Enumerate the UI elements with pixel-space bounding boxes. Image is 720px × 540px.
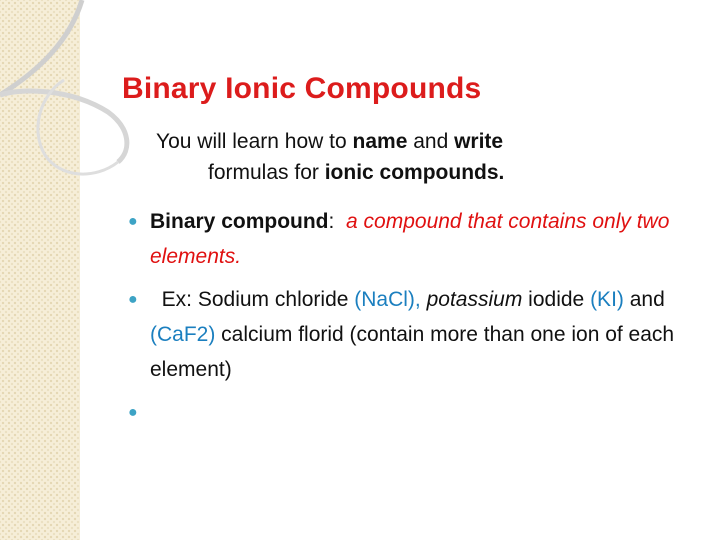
slide-title: Binary Ionic Compounds xyxy=(122,72,482,105)
term-binary-compound: Binary compound xyxy=(150,210,329,233)
bullet-binary-compound xyxy=(126,204,686,274)
formula-nacl: (NaCl), xyxy=(354,288,421,311)
bullet-dot-icon: ● xyxy=(128,404,138,421)
bullet-dot-icon: ● xyxy=(128,213,138,230)
definition-text: a compound that contains only two elements. xyxy=(150,210,670,268)
intro-text-2: and xyxy=(407,130,455,153)
example-text-3: and xyxy=(623,288,665,311)
bullet-dot-icon: ● xyxy=(128,291,138,308)
formula-caf2: (CaF2) xyxy=(150,323,216,346)
decorative-ring-outer xyxy=(0,0,82,95)
intro-bold-write: write xyxy=(454,130,504,153)
example-prefix: Ex: Sodium chloride xyxy=(161,288,355,311)
term-colon: : xyxy=(328,210,335,233)
decorative-ring-mid xyxy=(38,80,118,174)
intro-text-1: You will learn how to xyxy=(156,130,353,153)
example-potassium: potassium xyxy=(426,288,523,311)
decorative-ring-inner xyxy=(0,91,127,162)
intro-text-3: formulas for xyxy=(208,161,325,184)
formula-ki: (KI) xyxy=(590,288,624,311)
example-text-2: iodide xyxy=(528,288,591,311)
bullet-list xyxy=(126,204,686,421)
intro-bold-name: name xyxy=(352,130,408,153)
bullet-example xyxy=(126,282,686,387)
intro-paragraph xyxy=(156,126,696,188)
intro-line-2 xyxy=(156,157,696,188)
example-text-4: calcium florid (contain more than one ion of each element) xyxy=(150,323,675,381)
intro-bold-ionic: ionic compounds. xyxy=(324,161,505,184)
